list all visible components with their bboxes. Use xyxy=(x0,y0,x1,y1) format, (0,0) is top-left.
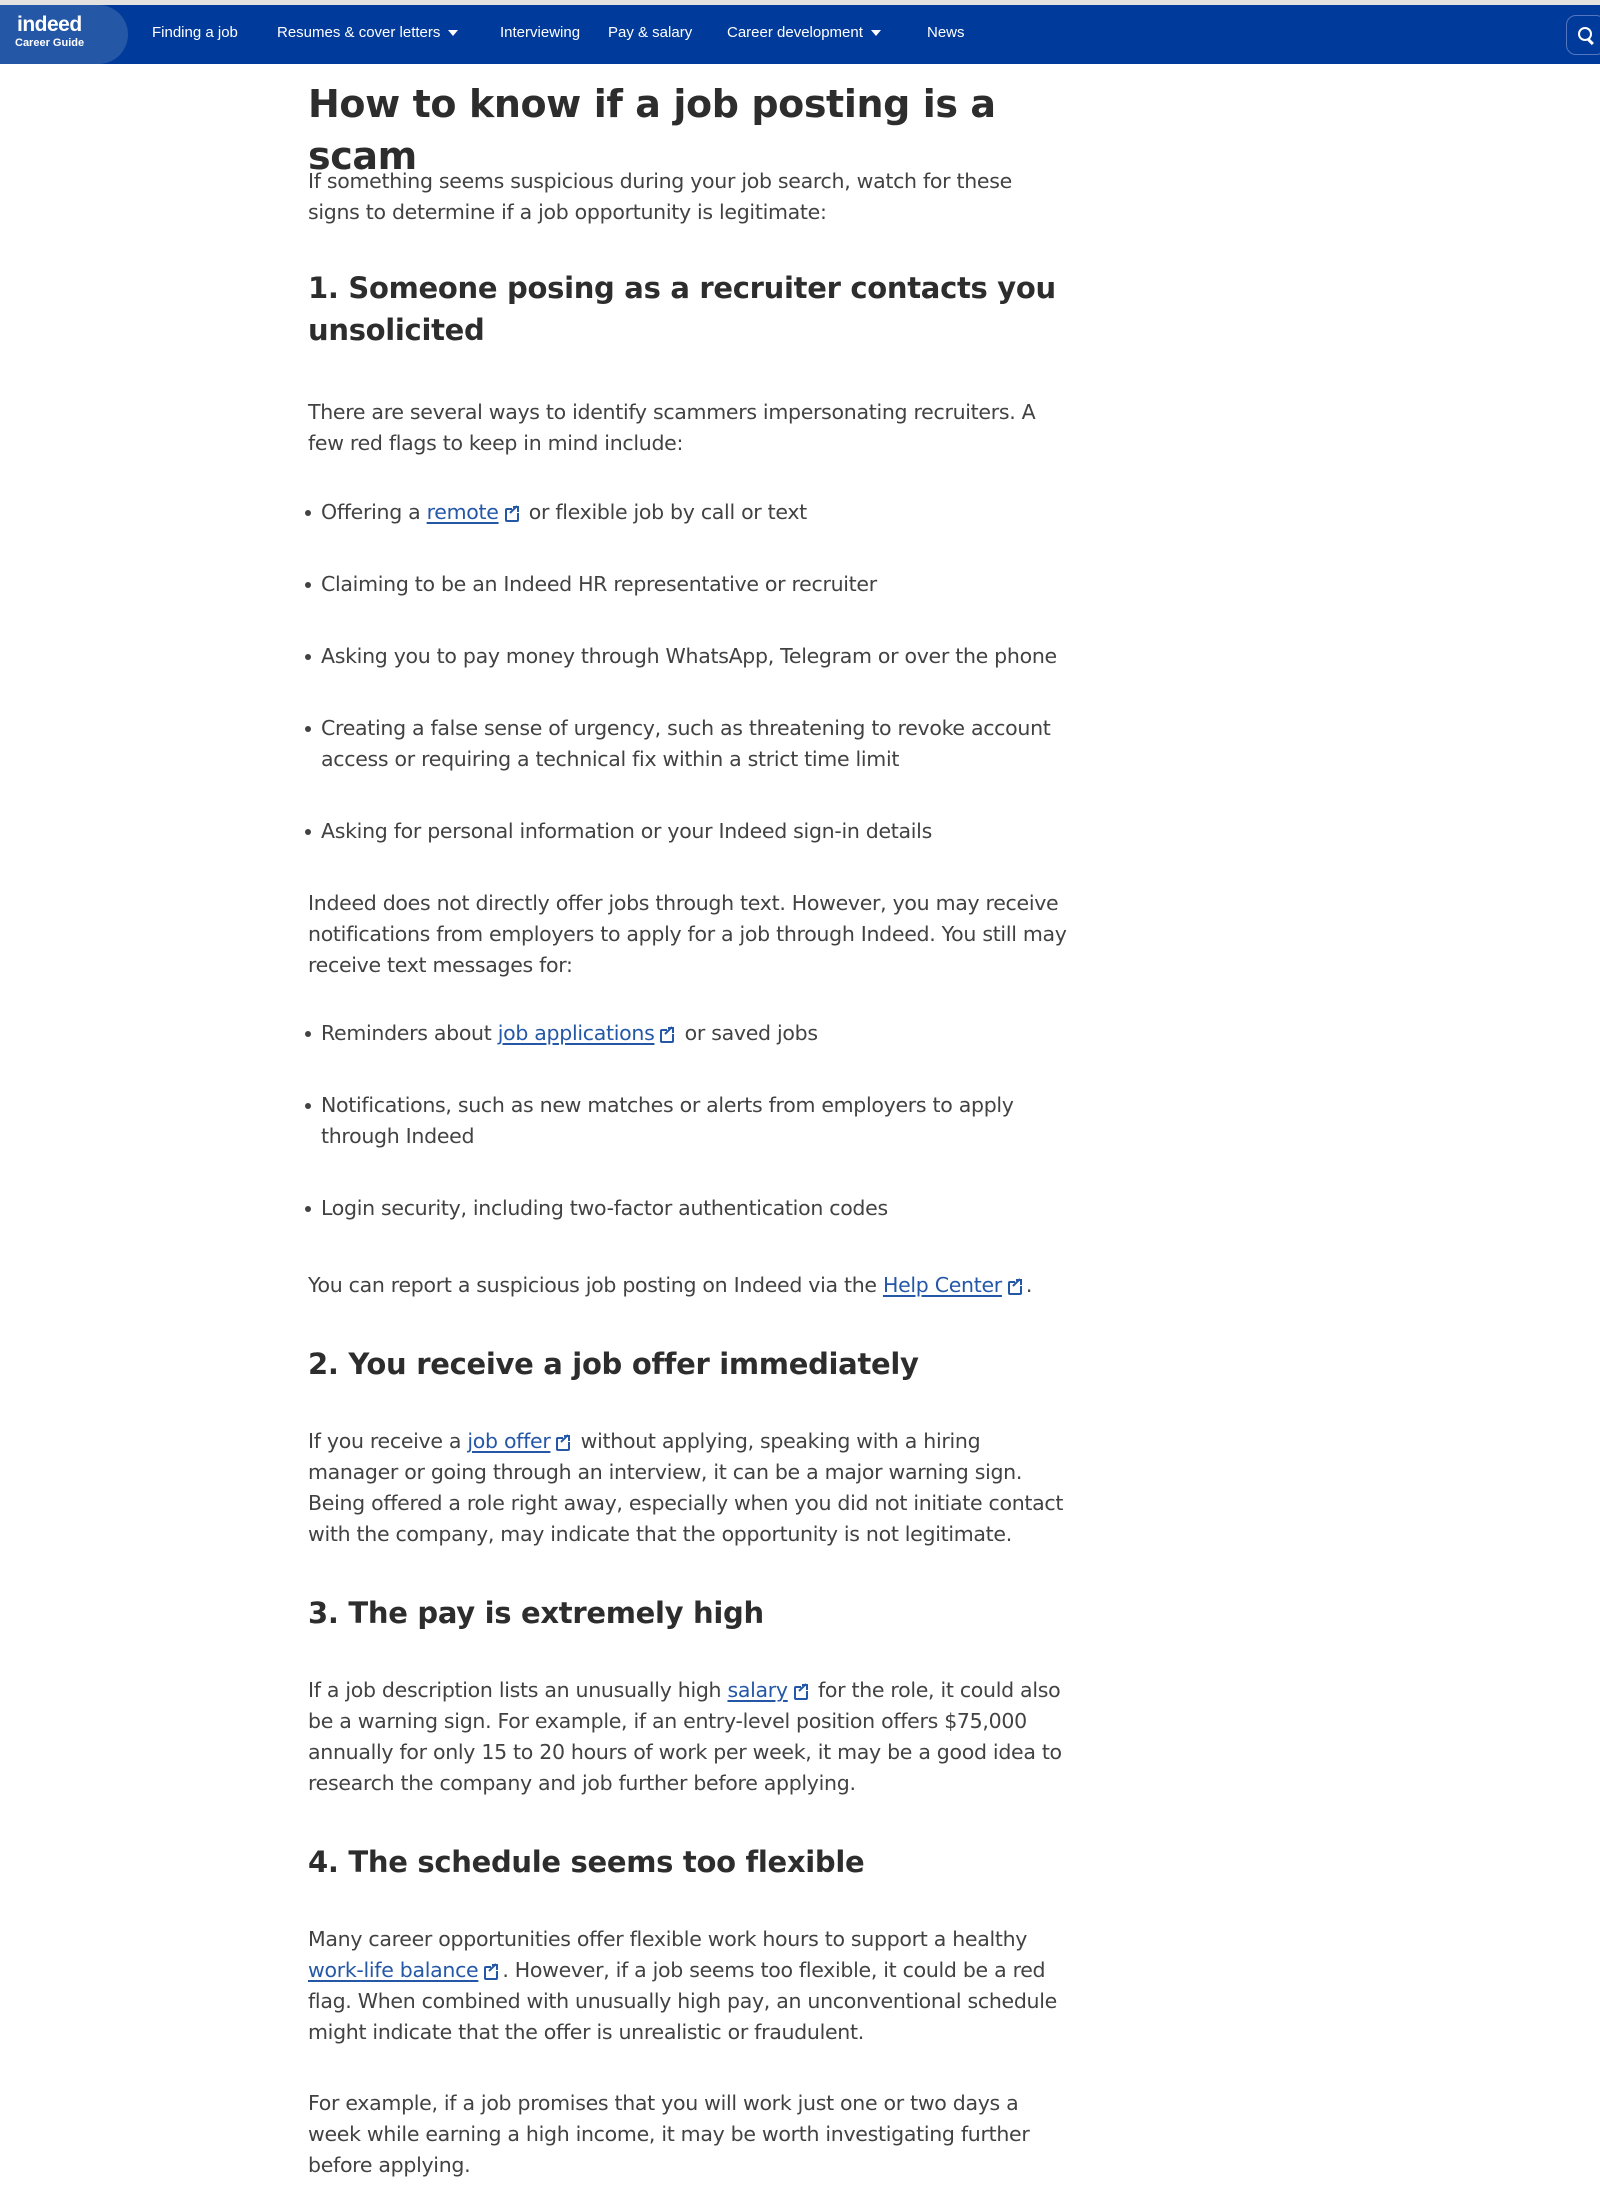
list-item: Reminders about job applications or saved jobs xyxy=(305,1018,1065,1049)
list-item: Notifications, such as new matches or alerts from employers to apply through Indeed xyxy=(305,1090,1065,1152)
section-heading-4: 4. The schedule seems too flexible xyxy=(308,1845,865,1879)
indeed-career-guide-logo[interactable] xyxy=(0,5,128,64)
chevron-down-icon xyxy=(448,30,458,36)
text-messages-list xyxy=(305,1018,1065,1224)
nav-item-career-development[interactable] xyxy=(727,24,881,41)
external-link-icon xyxy=(556,1435,570,1449)
logo-wordmark: indeed xyxy=(17,13,82,36)
logo-subtitle: Career Guide xyxy=(15,37,85,49)
salary-link[interactable]: salary xyxy=(727,1678,788,1702)
job-applications-link[interactable]: job applications xyxy=(497,1021,655,1045)
page-title: How to know if a job posting is a scam xyxy=(308,82,996,178)
intro-paragraph: If something seems suspicious during your job search, watch for these signs to determine if a job opportunity is legitimate: xyxy=(308,169,1012,224)
external-link-icon xyxy=(1008,1279,1022,1293)
external-link-icon xyxy=(484,1964,498,1978)
list-item: Offering a remote or flexible job by call or text xyxy=(305,497,1065,528)
section-heading-2: 2. You receive a job offer immediately xyxy=(308,1347,919,1381)
nav-item-label: Resumes & cover letters xyxy=(277,24,441,41)
list-item: Claiming to be an Indeed HR representative or recruiter xyxy=(305,569,1065,600)
nav-item-finding-a-job[interactable]: Finding a job xyxy=(152,24,238,41)
help-center-link[interactable]: Help Center xyxy=(882,1273,1002,1297)
section-1-text-paragraph: Indeed does not directly offer jobs through text. However, you may receive notifications from employers to apply for a job through Indeed. You still may receive text messages for: xyxy=(308,891,1067,977)
nav-item-pay-salary[interactable]: Pay & salary xyxy=(608,24,693,41)
section-4-paragraph-2: For example, if a job promises that you will work just one or two days a week while earning a high income, it may be worth investigating further before applying. xyxy=(308,2091,1030,2177)
external-link-icon xyxy=(794,1684,808,1698)
list-item: Login security, including two-factor authentication codes xyxy=(305,1193,1065,1224)
job-offer-link[interactable]: job offer xyxy=(467,1429,551,1453)
section-1-paragraph: There are several ways to identify scammers impersonating recruiters. A few red flags to keep in mind include: xyxy=(308,400,1036,455)
remote-link[interactable]: remote xyxy=(426,500,499,524)
external-link-icon xyxy=(660,1027,674,1041)
list-item: Creating a false sense of urgency, such as threatening to revoke account access or requiring a technical fix within a strict time limit xyxy=(305,713,1065,775)
section-heading-1: 1. Someone posing as a recruiter contacts you unsolicited xyxy=(308,271,1056,347)
list-item: Asking you to pay money through WhatsApp, Telegram or over the phone xyxy=(305,641,1065,672)
external-link-icon xyxy=(505,506,519,520)
list-item: Asking for personal information or your Indeed sign-in details xyxy=(305,816,1065,847)
nav-item-news[interactable]: News xyxy=(927,24,965,41)
section-3-paragraph: If a job description lists an unusually high salary for the role, it could also be a warning sign. For example, if an entry-level position offers $75,000 annually for only 15 to 20 hours of work per week, it may be a good idea to research the company and job further before applying. xyxy=(308,1678,1062,1795)
section-heading-3: 3. The pay is extremely high xyxy=(308,1596,764,1630)
section-4-paragraph-1: Many career opportunities offer flexible work hours to support a healthy work-life balance . However, if a job seems too flexible, it could be a red flag. When combined with unusually high pay, an unconventional schedule might indicate that the offer is unrealistic or fraudulent. xyxy=(308,1927,1057,2044)
chevron-down-icon xyxy=(871,30,881,36)
report-paragraph: You can report a suspicious job posting on Indeed via the Help Center . xyxy=(308,1273,1033,1297)
top-navigation-bar xyxy=(0,5,1600,64)
nav-item-label: Career development xyxy=(727,24,863,41)
work-life-balance-link[interactable]: work-life balance xyxy=(308,1958,479,1982)
article-content xyxy=(308,64,1068,2177)
nav-item-resumes-cover-letters[interactable] xyxy=(277,24,458,41)
nav-item-interviewing[interactable]: Interviewing xyxy=(500,24,581,41)
section-2-paragraph: If you receive a job offer without applying, speaking with a hiring manager or going through an interview, it can be a major warning sign. Being offered a role right away, especially when you did not initiate contact with the company, may indicate that the opportunity is not legitimate. xyxy=(308,1429,1064,1546)
search-button[interactable] xyxy=(1566,15,1600,55)
recruiter-red-flags-list xyxy=(305,497,1065,847)
